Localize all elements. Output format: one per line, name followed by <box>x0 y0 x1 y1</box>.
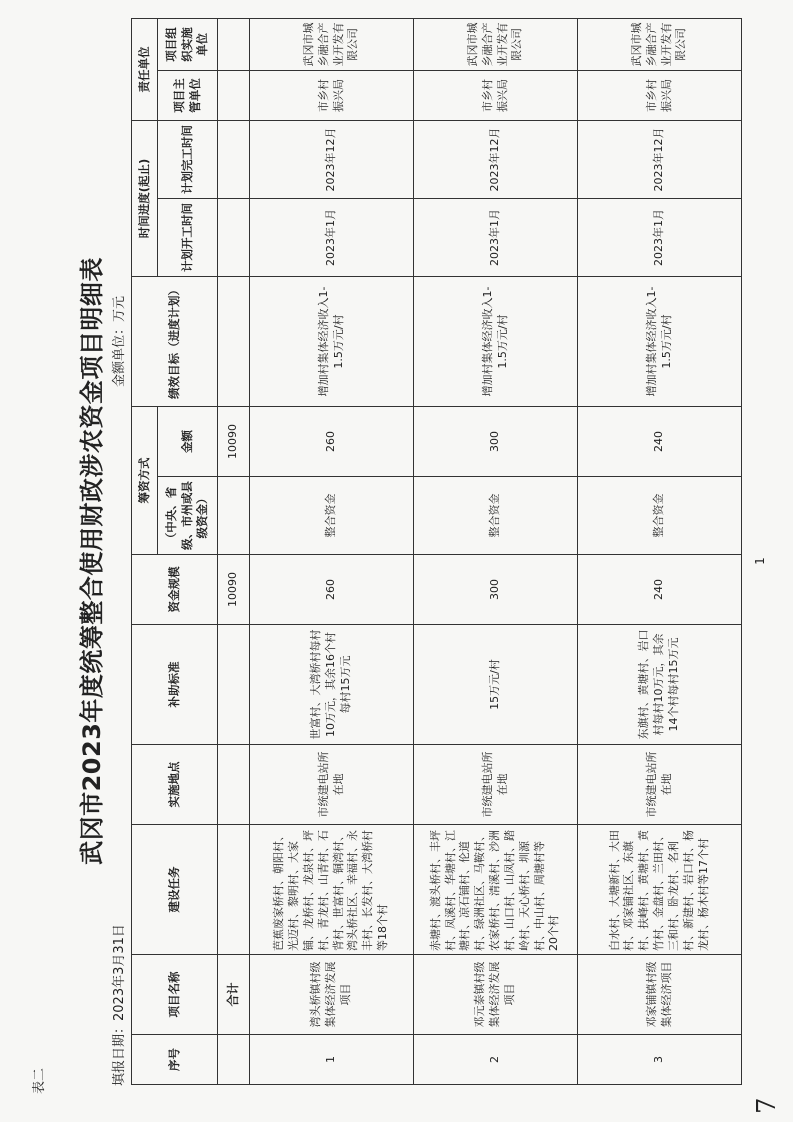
row-goal: 增加村集体经济收入1-1.5万元/村 <box>250 277 414 407</box>
row-seq: 3 <box>578 1035 742 1085</box>
total-start <box>218 199 250 277</box>
row-amount: 300 <box>414 407 578 477</box>
header-task: 建设任务 <box>132 825 218 955</box>
row-name: 湾头桥镇村级集体经济发展项目 <box>250 955 414 1035</box>
header-funding-source: （中央、省级、市州或县级资金） <box>158 477 218 555</box>
row-task: 白水村、大塘新村、大田村、邓家铺社区、东旗村、扶峰村、黄塘村、黄竹村、金盘村、兰田村、三和村、卧龙村、名利村、新建村、岩口村、杨龙村、杨木村等17个村 <box>578 825 742 955</box>
row-source: 整合资金 <box>578 477 742 555</box>
row-source: 整合资金 <box>250 477 414 555</box>
header-funding: 筹资方式 <box>132 407 158 555</box>
total-source <box>218 477 250 555</box>
fill-date: 填报日期：2023年3月31日 <box>112 924 127 1086</box>
header-scale: 资金规模 <box>132 555 218 625</box>
row-task: 芭蕉废家桥村、朝阳村、光迈村、黎明村、大家铺、龙桥村、龙泉村、坪村、青龙村、山青村、石背村、世富村、铜湾村、湾头桥社区、幸福村、永丰村、长发村、大湾桥村等18个村 <box>250 825 414 955</box>
row-goal: 增加村集体经济收入1-1.5万元/村 <box>578 277 742 407</box>
row-amount: 240 <box>578 407 742 477</box>
sheet-label: 表二 <box>32 1067 47 1094</box>
row-scale: 300 <box>414 555 578 625</box>
row-scale: 260 <box>250 555 414 625</box>
total-location <box>218 745 250 825</box>
total-task <box>218 825 250 955</box>
row-mgr: 市乡村振兴局 <box>578 70 742 120</box>
row-location: 市统建电站所在地 <box>578 745 742 825</box>
total-amount: 10090 <box>218 407 250 477</box>
row-mgr: 市乡村振兴局 <box>414 70 578 120</box>
row-end: 2023年12月 <box>250 120 414 198</box>
row-start: 2023年1月 <box>250 199 414 277</box>
project-table <box>131 18 742 1085</box>
row-impl: 武冈市城乡融合产业开发有限公司 <box>250 18 414 70</box>
row-standard: 世富村、大湾桥村每村10万元，其余16个村每村15万元 <box>250 625 414 745</box>
header-location: 实施地点 <box>132 745 218 825</box>
total-mgr <box>218 70 250 120</box>
total-row <box>218 18 250 1084</box>
row-name: 邓元泰镇村级集体经济发展项目 <box>414 955 578 1035</box>
amount-unit: 金额单位：万元 <box>112 295 127 387</box>
row-impl: 武冈市城乡融合产业开发有限公司 <box>578 18 742 70</box>
total-label: 合计 <box>218 955 250 1035</box>
total-goal <box>218 277 250 407</box>
table-row <box>414 18 578 1084</box>
corner-mark: 7 <box>752 1097 782 1114</box>
row-start: 2023年1月 <box>578 199 742 277</box>
header-resp: 责任单位 <box>132 18 158 120</box>
header-schedule: 时间进度(起止) <box>132 120 158 276</box>
header-goal: 绩效目标（进度计划） <box>132 277 218 407</box>
header-standard: 补助标准 <box>132 625 218 745</box>
header-mgr: 项目主管单位 <box>158 70 218 120</box>
row-impl: 武冈市城乡融合产业开发有限公司 <box>414 18 578 70</box>
total-end <box>218 120 250 198</box>
row-seq: 1 <box>250 1035 414 1085</box>
row-task: 赤塘村、渡头桥村、丰坪村、凤溪村、华塘村、江塘村、凉石铺村、伦道村、绿洲社区、马鞍村、农家桥村、清溪村、沙洲村、山口村、山凤村、踏岭村、天心桥村、圳源村、中山村、周塘村等20个村 <box>414 825 578 955</box>
row-start: 2023年1月 <box>414 199 578 277</box>
header-start: 计划开工时间 <box>158 199 218 277</box>
total-scale: 10090 <box>218 555 250 625</box>
row-location: 市统建电站所在地 <box>414 745 578 825</box>
header-row-1 <box>132 18 158 1084</box>
row-standard: 东旗村、黄塘村、岩口村每村10万元，其余14个村每村15万元 <box>578 625 742 745</box>
header-funding-amount: 金额 <box>158 407 218 477</box>
table-row <box>250 18 414 1084</box>
total-standard <box>218 625 250 745</box>
row-goal: 增加村集体经济收入1-1.5万元/村 <box>414 277 578 407</box>
row-mgr: 市乡村振兴局 <box>250 70 414 120</box>
document-title: 武冈市2023年度统筹整合使用财政涉农资金项目明细表 <box>78 257 106 865</box>
row-end: 2023年12月 <box>578 120 742 198</box>
row-scale: 240 <box>578 555 742 625</box>
row-seq: 2 <box>414 1035 578 1085</box>
row-source: 整合资金 <box>414 477 578 555</box>
row-end: 2023年12月 <box>414 120 578 198</box>
row-standard: 15万元/村 <box>414 625 578 745</box>
total-seq <box>218 1035 250 1085</box>
header-end: 计划完工时间 <box>158 120 218 198</box>
row-amount: 260 <box>250 407 414 477</box>
header-seq: 序号 <box>132 1035 218 1085</box>
total-impl <box>218 18 250 70</box>
row-name: 邓家铺镇村级集体经济项目 <box>578 955 742 1035</box>
table-row <box>578 18 742 1084</box>
header-name: 项目名称 <box>132 955 218 1035</box>
page-number: 1 <box>753 557 767 565</box>
row-location: 市统建电站所在地 <box>250 745 414 825</box>
header-impl: 项目组织实施单位 <box>158 18 218 70</box>
